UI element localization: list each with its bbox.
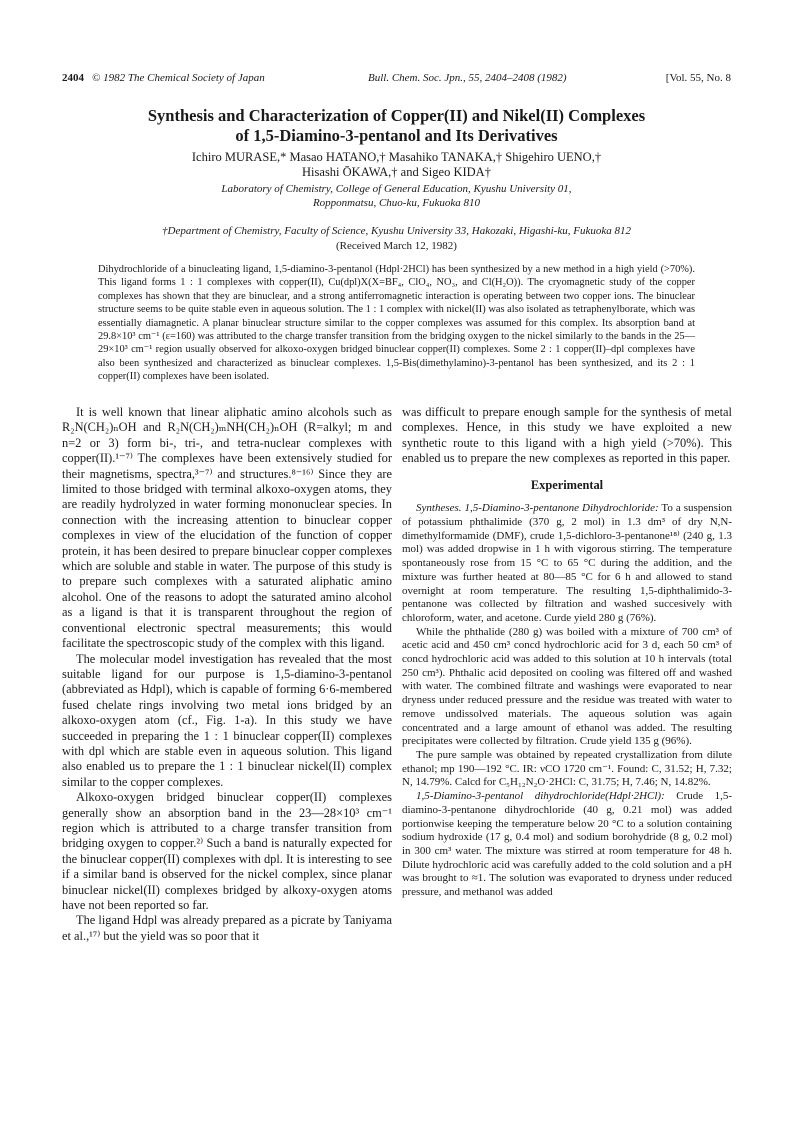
compound-title-1: 1,5-Diamino-3-pentanone Dihydrochloride: [464, 502, 659, 515]
body-paragraph: The ligand Hdpl was already prepared as a picrate by Taniyama et al.,¹⁷⁾ but the yield was so poor that it [62, 913, 392, 943]
synthesis-paragraph [402, 790, 732, 900]
synthesis-paragraph: While the phthalide (280 g) was boiled with a mixture of 700 cm³ of acetic acid and 450 cm³ concd hydrochloric acid for 3 d, each 50 cm³ of concd hydrochloric acid was added to this solution at 10 h intervals (total 250 cm³). Phthalic acid deposited on cooling was filtered off and washed with water. The combined filtrate and washings were evaporated to near dryness under reduced pressure and the residue was treated with water to remove undissolved materials. The aqueous solution was again concentrated and a large amount of ethanol was added. The resulting precipitates were collected by filtration. Crude yield 135 g (96%). [402, 625, 732, 748]
synthesis-paragraph: The pure sample was obtained by repeated crystallization from dilute ethanol; mp 190—192 °C. IR: νCO 1720 cm⁻¹. Found: C, 31.52; H, 7.32; N, 14.79%. Calcd for C₅H₁₂N₂O·2HCl: C, 31.75; H, 7.46; N, 14.82%. [402, 748, 732, 789]
abstract: Dihydrochloride of a binucleating ligand, 1,5-diamino-3-pentanol (Hdpl·2HCl) has been synthesized by a new method in a high yield (>70%). This ligand forms 1 : 1 complexes with copper(II), Cu(dpl)X(X=BF₄, ClO₄, NO₃, and Cl(H₂O)). The cryomagnetic study of the copper complexes has shown that they are binuclear, and a strong antiferromagnetic interaction is operating between two copper ions. The binuclear structure seems to be quite stable even in aqueous solution. The 1 : 1 complex with nickel(II) was also isolated as tetraphenylborate, which was essentially diamagnetic. A planar binuclear structure similar to the copper complexes was assumed for this complex. Its absorption band at 29.8×10³ cm⁻¹ (ε=160) was attributed to the charge transfer transition from the bridging oxygen to the nickel similarly to the bands in the 25—29×10³ cm⁻¹ region usually observed for alkoxo-oxygen bridged binuclear copper(II) complexes. Some 2 : 1 copper(II)–dpl complexes have also been synthesized and characterized as binuclear complexes. 1,5-Bis(dimethylamino)-3-pentanol has been synthesized, and its 2 : 1 copper(II) complexes have been isolated. [98, 264, 695, 383]
right-column [402, 405, 732, 900]
body-paragraph: was difficult to prepare enough sample for the synthesis of metal complexes. Hence, in this study we have exploited a new synthetic route to this ligand with a high yield (>70%). This enabled us to prepare the new complexes as reported in this paper. [402, 405, 732, 466]
title-line-1: Synthesis and Characterization of Copper(II) and Nikel(II) Complexes [147, 106, 646, 125]
journal-citation: Bull. Chem. Soc. Jpn., 55, 2404–2408 (1982) [368, 72, 567, 84]
synthesis-paragraph [402, 502, 732, 625]
title-line-2: of 1,5-Diamino-3-pentanol and Its Derivatives [235, 126, 558, 145]
affiliation-1-line-2: Ropponmatsu, Chuo-ku, Fukuoka 810 [312, 197, 481, 209]
volume-info: [Vol. 55, No. 8 [665, 72, 731, 84]
compound-title-2: 1,5-Diamino-3-pentanol dihydrochloride(Hdpl·2HCl): [416, 790, 665, 803]
affiliation-1-line-1: Laboratory of Chemistry, College of General Education, Kyushu University 01, [221, 183, 572, 195]
author-list [62, 150, 731, 180]
page-number: 2404 [62, 72, 84, 84]
affiliation-2: †Department of Chemistry, Faculty of Science, Kyushu University 33, Hakozaki, Higashi-ku, Fukuoka 812 [162, 225, 631, 237]
paper-title [62, 106, 731, 146]
body-paragraph: Alkoxo-oxygen bridged binuclear copper(II) complexes generally show an absorption band in the 23—28×10³ cm⁻¹ region which is attributed to a charge transfer transition from bridging oxygen to copper.²⁾ Such a band is naturally expected for the binuclear copper(II) complexes with dpl. It is interesting to see if a similar band is observed for the nickel complex, since planar binuclear nickel(II) complexes bridged by alkoxy-oxygen atoms have not been reported so far. [62, 790, 392, 912]
synthesis-text-2: Crude 1,5-diamino-3-pentanone dihydrochloride (40 g, 0.21 mol) was added portionwise keeping the temperature below 20 °C to a solution containing sodium hydroxide (17 g, 0.4 mol) and sodium borohydride (8 g, 0.2 mol) in 300 cm³ water. The mixture was stirred at room temperature for 48 h. Dilute hydrochloric acid was carefully added to the cold solution and a pH was brought to ≈1. The solution was evaporated to dryness under reduced pressure, and methanol was added [402, 790, 733, 899]
received-date: (Received March 12, 1982) [336, 240, 457, 252]
synthesis-text-1: To a suspension of potassium phthalimide (370 g, 2 mol) in 1.3 dm³ of dry N,N-dimethylformamide (DMF), crude 1,5-dichloro-3-pentanone¹⁸⁾ (240 g, 1.3 mol) was added dropwise in 1 h with vigorous stirring. The temperature spontaneously rose from 15 °C to 65 °C during the addition, and the mixture was further heated at 80—85 °C for 6 h and allowed to stand overnight at room temperature. The resulting 1,5-diphthalimido-3-pentanone was collected by filtration and washed succesively with chloroform, water, and acetone. Curde yield 280 g (76%). [402, 502, 732, 624]
section-heading-experimental: Experimental [530, 477, 604, 492]
body-paragraph: It is well known that linear aliphatic amino alcohols such as R₂N(CH₂)ₙOH and R₂N(CH₂)ₘNH(CH₂)ₙOH (R=alkyl; m and n=2 or 3) form bi-, tri-, and tetra-nuclear complexes with copper(II).¹⁻⁷⁾ The complexes have been extensively studied for their magnetisms, spectra,³⁻⁷⁾ and structures.⁸⁻¹⁶⁾ Since they are limited to those bridged with terminal alkoxo-oxygen atoms, they are readily hydrolyzed in water forming mononuclear species. In connection with the increasing attention to binuclear copper complexes in view of the elucidation of the function of copper protein, it has been desired to prepare binuclear copper complexes which are soluble and stable in water. The purpose of this study is to prepare such complexes with a saturated aliphatic amino alcohol. One of the reasons to adopt the saturated amino alcohol as a ligand is that it is transparent throughout the region of conventional electronic spectral measurements; this would facilitate the spectroscopic study of the complex with this ligand. [62, 405, 392, 651]
authors-line-2: Hisashi ŌKAWA,† and Sigeo KIDA† [302, 165, 491, 179]
left-column [62, 405, 392, 944]
body-paragraph: The molecular model investigation has revealed that the most suitable ligand for our purpose is 1,5-diamino-3-pentanol (abbreviated as Hdpl), which is capable of forming 6·6-membered fused chelate rings involving two metal ions bridged by an alkoxo-oxygen atom (cf., Fig. 1-a). In this study we have succeeded in preparing the 1 : 1 binuclear copper(II) complexes with dpl which are stable even in aqueous solution. This ligand also enabled us to prepare the 1 : 1 binuclear nickel(II) complex similar to the copper complexes. [62, 651, 392, 789]
running-header [62, 72, 731, 88]
syntheses-label: Syntheses. [416, 502, 462, 515]
authors-line-1: Ichiro MURASE,* Masao HATANO,† Masahiko TANAKA,† Shigehiro UENO,† [191, 150, 602, 164]
copyright-notice: © 1982 The Chemical Society of Japan [92, 72, 265, 84]
affiliation-1 [62, 182, 731, 210]
